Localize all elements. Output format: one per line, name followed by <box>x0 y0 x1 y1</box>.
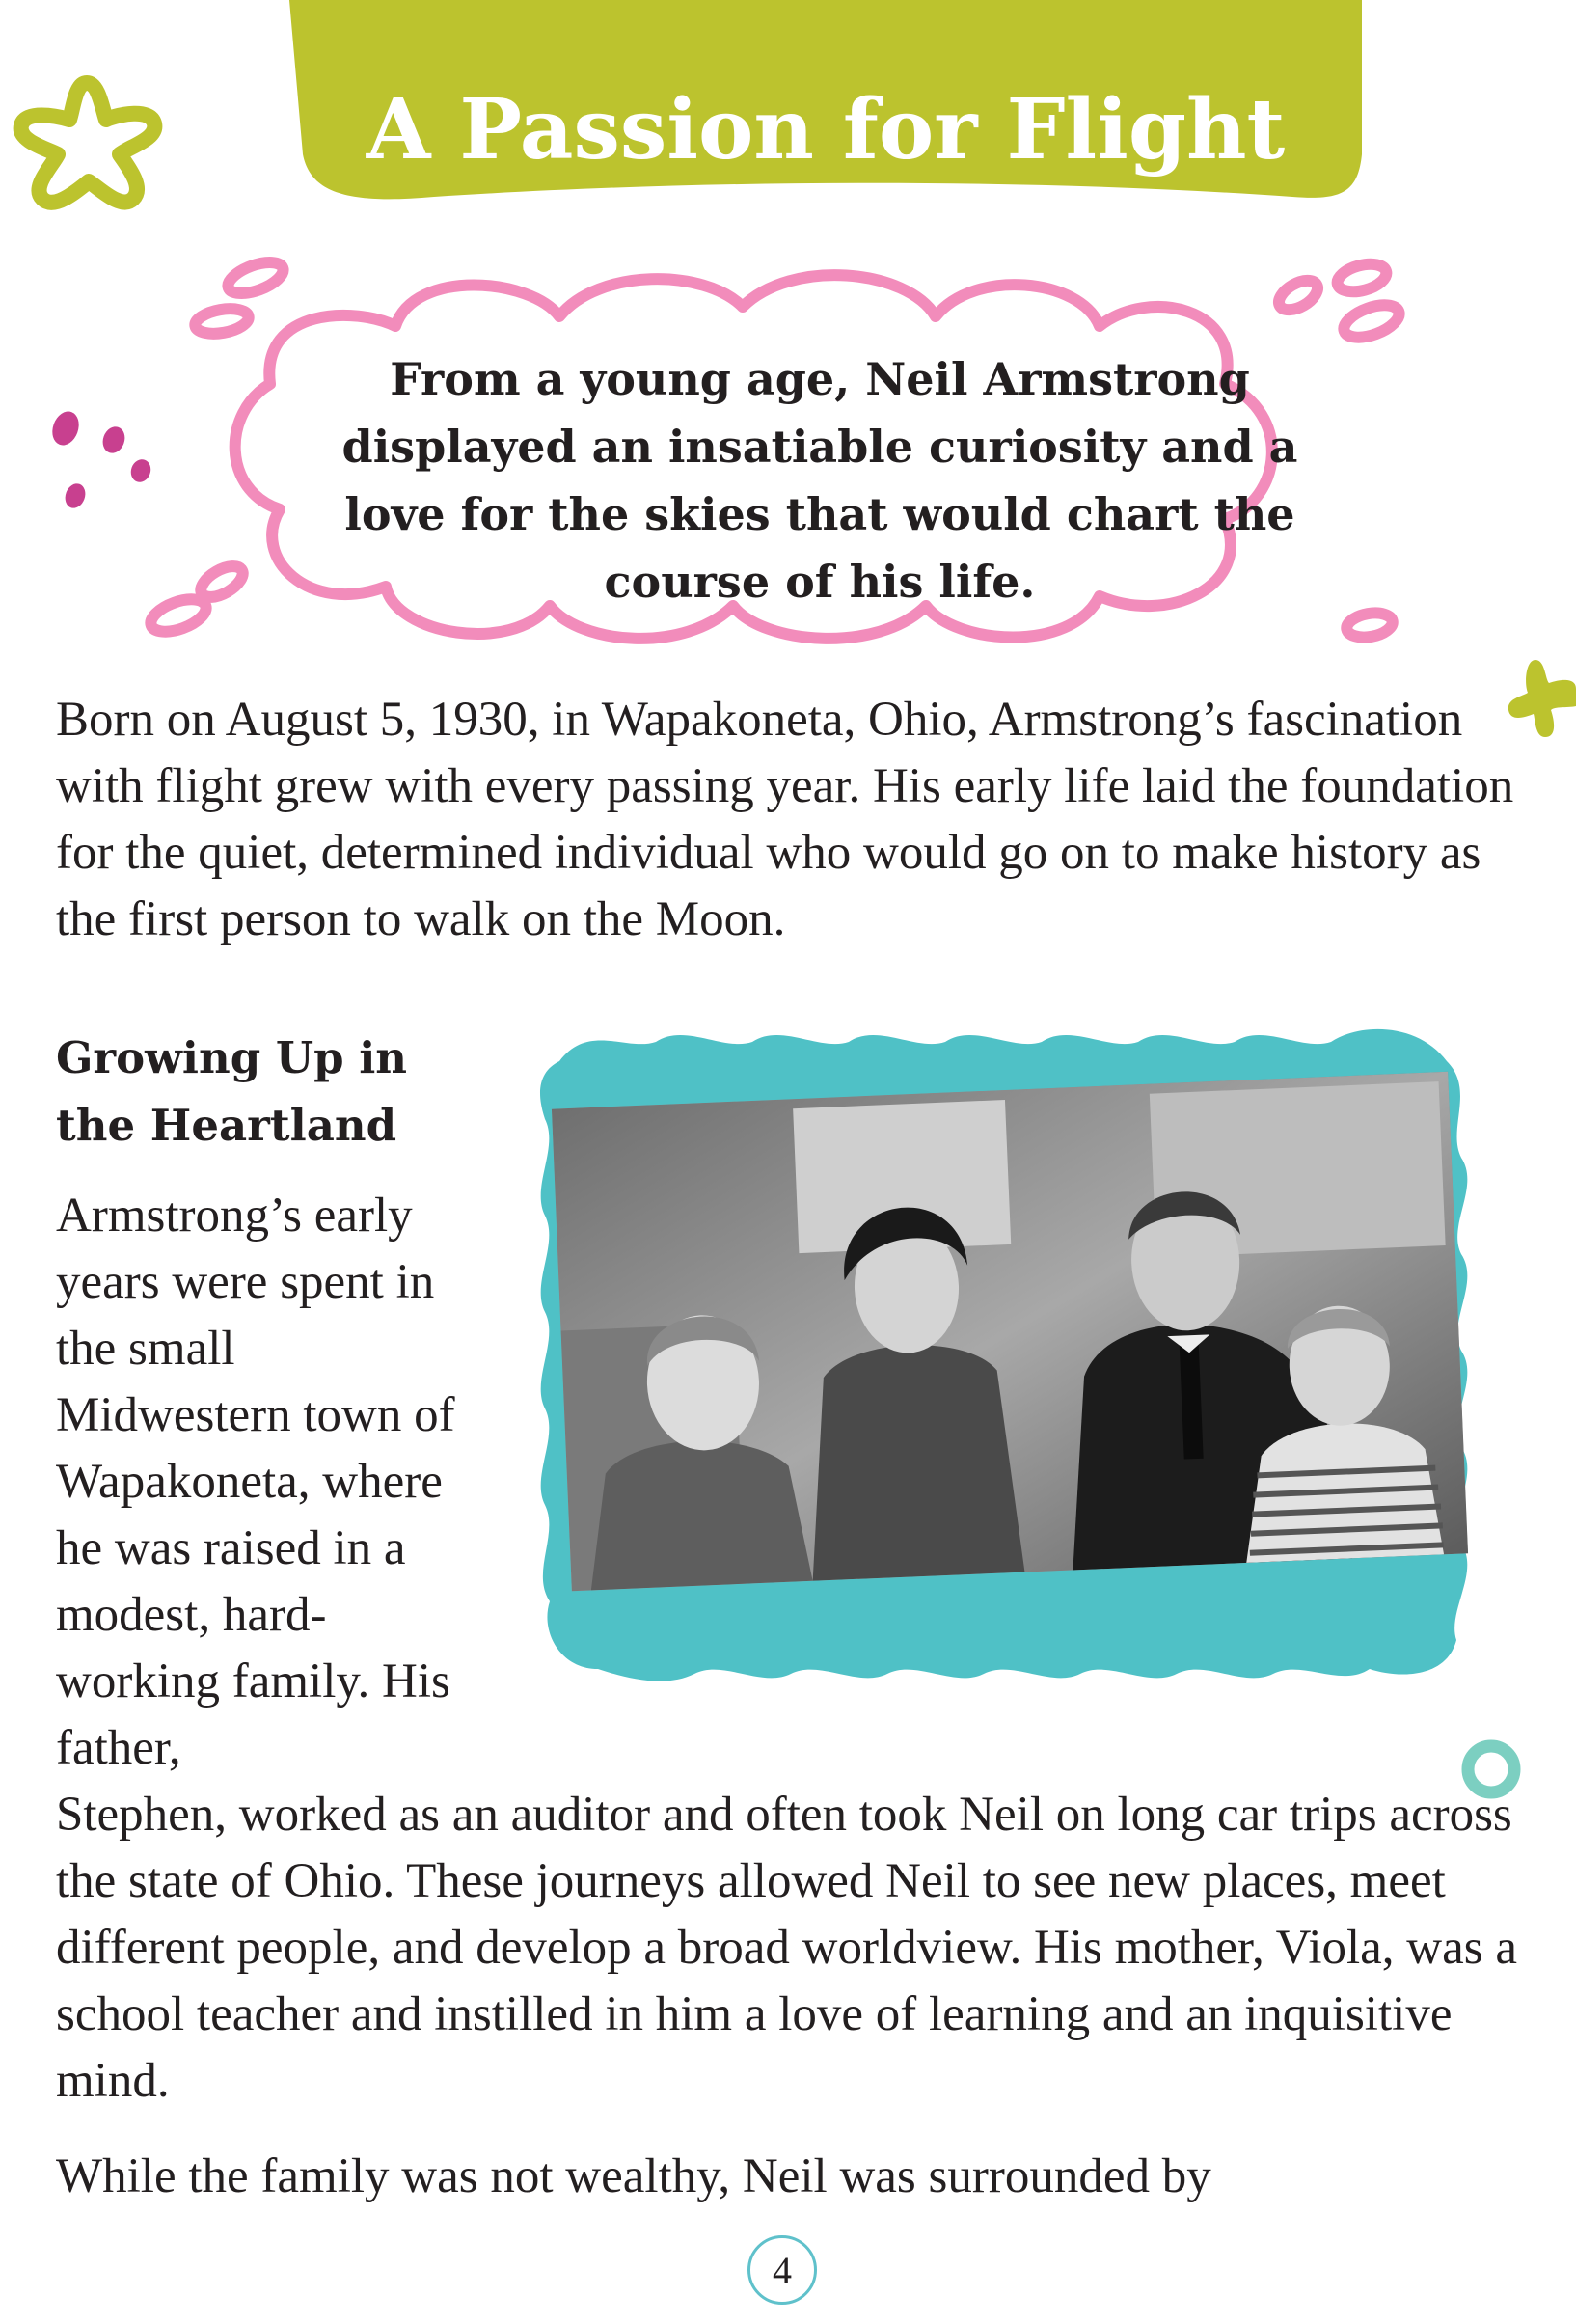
lime-flower-icon <box>10 69 164 214</box>
body-paragraph: Stephen, worked as an auditor and often took Neil on long car trips across the state of Ohio. These journeys allowed Neil to see new places, meet different people, and develop a broad worldview. His mother, Viola, was a school teacher and instilled in him a love of learning and an inquisitive mind. <box>56 1788 1518 2108</box>
family-photo <box>552 1072 1468 1592</box>
body-paragraph: Born on August 5, 1930, in Wapakoneta, Ohio, Armstrong’s fascination with flight grew with every passing year. His early life laid the foundation for the quiet, determined individual who would go on to make history as the first person to walk on the Moon. <box>56 693 1514 946</box>
section-heading: Growing Up in the Heartland <box>56 1032 408 1151</box>
body-paragraph: Armstrong’s early years were spent in the small Midwestern town of Wapakoneta, where he was raised in a modest, hard-working family. His father, <box>56 1189 455 1775</box>
body-paragraph: While the family was not wealthy, Neil was surrounded by <box>56 2149 1211 2203</box>
page-number: 4 <box>747 2235 817 2305</box>
page-title: A Passion for Flight <box>366 81 1286 178</box>
intro-callout: From a young age, Neil Armstrong displayed an insatiable curiosity and a love for the skies that would chart the course of his life. <box>341 353 1298 608</box>
